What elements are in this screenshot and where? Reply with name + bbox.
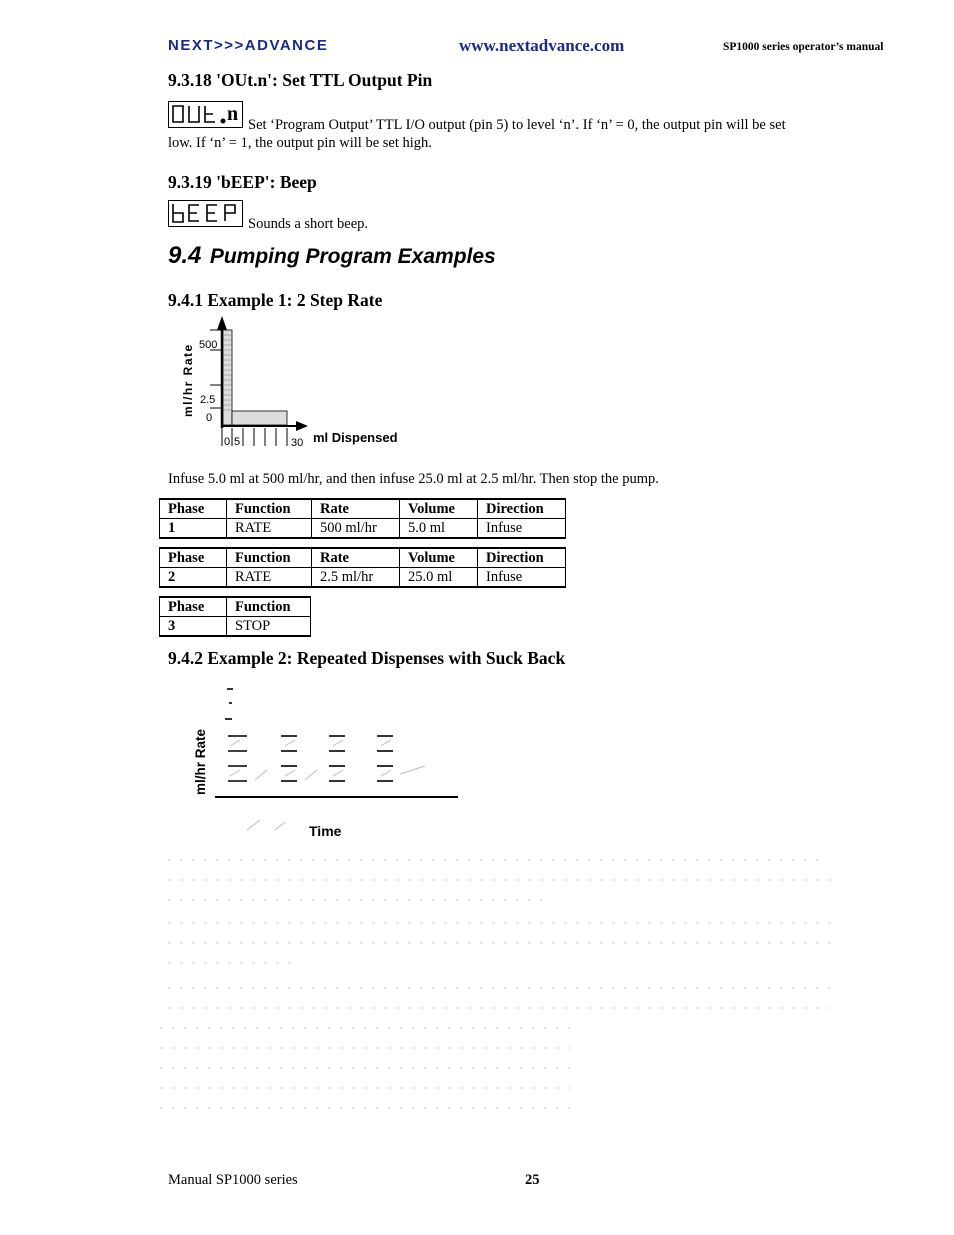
example-1-title: 9.4.1 Example 1: 2 Step Rate (168, 290, 383, 310)
phase-table-3 (159, 596, 311, 637)
table-row (160, 519, 566, 539)
header-function: Function (227, 548, 312, 568)
y-axis-arrow-icon (217, 316, 227, 330)
cell-volume: 5.0 ml (400, 519, 478, 539)
unrendered-text-area (160, 850, 850, 1120)
bar-phase-1 (223, 330, 232, 425)
cell-phase: 3 (160, 617, 227, 637)
table-row (160, 568, 566, 588)
header-function: Function (227, 597, 311, 617)
x-axis-arrow-icon (296, 421, 308, 431)
y-tick-label-2-5: 2.5 (200, 394, 216, 406)
section-9-3-19-text: Sounds a short beep. (248, 216, 369, 232)
section-9-3-18-text: Set ‘Program Output’ TTL I/O output (pin 5) to level ‘n’. If ‘n’ = 0, the output pin will be set (248, 117, 786, 133)
manual-title: SP1000 series operator’s manual (723, 41, 884, 53)
x-tick-label-5: 5 (234, 436, 241, 448)
cell-rate: 2.5 ml/hr (312, 568, 400, 588)
lcd-display-out-n: n (168, 101, 243, 128)
header-volume: Volume (400, 548, 478, 568)
cell-function: RATE (227, 519, 312, 539)
section-title: Pumping Program Examples (209, 245, 496, 268)
example-2-chart-faint-marks (230, 740, 425, 830)
y-axis-label: ml/hr Rate (193, 728, 208, 795)
header-rate: Rate (312, 499, 400, 519)
x-tick-label-0: 0 (224, 436, 231, 448)
example-1-description: Infuse 5.0 ml at 500 ml/hr, and then infuse 25.0 ml at 2.5 ml/hr. Then stop the pump. (168, 471, 659, 487)
y-tick-label-500: 500 (199, 339, 218, 351)
section-number: 9.4 (168, 242, 202, 269)
y-tick-label-0: 0 (206, 412, 213, 424)
cell-function: STOP (227, 617, 311, 637)
cell-rate: 500 ml/hr (312, 519, 400, 539)
cell-direction: Infuse (478, 519, 566, 539)
footer-manual-name: Manual SP1000 series (168, 1172, 298, 1188)
cell-volume: 25.0 ml (400, 568, 478, 588)
x-axis-label: ml Dispensed (313, 430, 398, 445)
example-1-chart (170, 310, 430, 455)
cell-phase: 1 (160, 519, 227, 539)
header-volume: Volume (400, 499, 478, 519)
header-function: Function (227, 499, 312, 519)
example-2-chart (185, 680, 475, 845)
header-rate: Rate (312, 548, 400, 568)
example-2-title: 9.4.2 Example 2: Repeated Dispenses with Suck Back (168, 648, 566, 668)
section-9-3-19-title: 9.3.19 'bEEP': Beep (168, 172, 317, 192)
bar-phase-2 (232, 411, 287, 425)
page-number: 25 (525, 1172, 540, 1188)
section-9-4-heading (168, 242, 496, 270)
header-phase: Phase (160, 548, 227, 568)
x-axis-label: Time (309, 823, 342, 839)
lcd-display-beep (168, 200, 243, 227)
header-phase: Phase (160, 499, 227, 519)
y-axis-label: ml/hr Rate (181, 343, 195, 417)
cell-direction: Infuse (478, 568, 566, 588)
brand-logo: NEXT>>>ADVANCE (168, 37, 329, 54)
example-2-chart-lines (215, 689, 458, 797)
phase-table-1 (159, 498, 566, 539)
cell-phase: 2 (160, 568, 227, 588)
header-phase: Phase (160, 597, 227, 617)
section-9-3-18-text-2: low. If ‘n’ = 1, the output pin will be set high. (168, 135, 432, 151)
table-row (160, 617, 311, 637)
phase-table-2 (159, 547, 566, 588)
section-9-3-18-title: 9.3.18 'OUt.n': Set TTL Output Pin (168, 70, 433, 90)
x-tick-label-30: 30 (291, 437, 304, 449)
website-link[interactable]: www.nextadvance.com (459, 36, 625, 55)
header-direction: Direction (478, 499, 566, 519)
lcd-segment-icon (169, 201, 241, 225)
header-direction: Direction (478, 548, 566, 568)
cell-function: RATE (227, 568, 312, 588)
